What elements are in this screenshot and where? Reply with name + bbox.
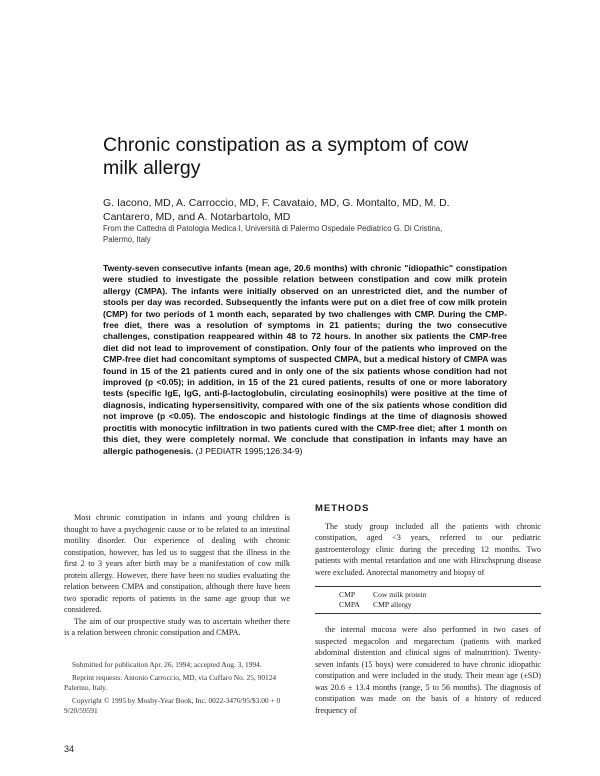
abbreviation-row (339, 590, 541, 600)
page-number: 34 (64, 744, 75, 754)
methods-paragraph-2: the internal mucosa were also performed in two cases of suspected megacolon and megarectum (patients with marked abdominal distention and clinical signs of malnutrition). Twenty-seven infants (15 boys) were considered to have chronic idiopathic constipation and were included in the study. Their mean age (±SD) was 20.6 ± 13.4 months (range, 5 to 56 months). The diagnosis of constipation was made on the basis of a history of reduced frequency of (315, 625, 541, 715)
abbreviations-box (315, 586, 541, 614)
methods-column (315, 503, 541, 716)
footnotes (64, 660, 290, 719)
abstract-text: Twenty-seven consecutive infants (mean age, 20.6 months) with chronic "idiopathic" constipation were studied to investigate the possible relation between constipation and cow milk protein allergy (CMPA). The infants were initially observed on an unrestricted diet, and the number of stools per day was recorded. Subsequently the infants were put on a diet free of cow milk protein (CMP) for two periods of 1 month each, separated by two challenges with CMP. During the CMP-free diet, there was a resolution of symptoms in 21 patients; during the two consecutive challenges, constipation reappeared within 48 to 72 hours. In another six patients the CMP-free diet did not lead to improvement of constipation. Only four of the patients who improved on the CMP-free diet had concomitant symptoms of suspected CMPA, but a medical history of CMPA was found in 15 of the 21 patients cured and in only one of the six patients whose condition had not improved (p <0.05); in addition, in 15 of the 21 cured patients, results of one or more laboratory tests (specific IgE, IgG, anti-β-lactoglobulin, circulating eosinophils) were positive at the time of diagnosis, indicating hypersensitivity, compared with one of the six patients whose condition did not improve (p <0.05). The endoscopic and histologic findings at the time of diagnosis showed proctitis with monocytic infiltration in two patients cured with the CMP-free diet; after 1 month on this diet, they were completely normal. We conclude that constipation in infants may have an allergic pathogenesis. (103, 263, 507, 456)
abbreviation: CMPA (339, 600, 360, 609)
abbreviation-row (339, 600, 541, 610)
affiliation: From the Cattedra di Patologia Medica I, Università di Palermo Ospedale Pediatrico G. Di Cristina, Palermo, Italy (103, 224, 443, 244)
intro-paragraph-2: The aim of our prospective study was to ascertain whether there is a relation between chronic constipation and CMPA. (64, 616, 290, 637)
abstract-citation: (J PEDIATR 1995;126:34-9) (193, 445, 303, 456)
abbreviation-definition: Cow milk protein (373, 590, 427, 599)
introduction-column (64, 512, 290, 639)
abbreviation: CMP (339, 590, 356, 599)
footnote-reprints: Reprint requests: Antonio Carroccio, MD, via Cuffaro No. 25, 90124 Palermo, Italy. (64, 673, 277, 692)
footnote-submitted: Submitted for publication Apr. 26, 1994; accepted Aug. 3, 1994. (72, 660, 262, 669)
article-title: Chronic constipation as a symptom of cow milk allergy (103, 134, 469, 179)
footnote-copyright: Copyright © 1995 by Mosby-Year Book, Inc. 0022-3476/95/$3.00 + 0 9/20/59591 (64, 696, 281, 715)
methods-paragraph-1: The study group included all the patients with chronic constipation, aged <3 years, referred to our pediatric gastroenterology clinic during the preceding 12 months. Two patients with mental retardation and one with Hirschsprung disease were excluded. Anorectal manometry and biopsy of (315, 521, 541, 577)
abstract (103, 263, 507, 457)
methods-heading: METHODS (315, 503, 370, 514)
author-list: G. Iacono, MD, A. Carroccio, MD, F. Cavataio, MD, G. Montalto, MD, M. D. Cantarero, MD, and A. Notarbartolo, MD (103, 197, 450, 223)
abbreviation-definition: CMP allergy (373, 600, 412, 609)
intro-paragraph-1: Most chronic constipation in infants and young children is thought to have a psychogenic cause or to be related to an intestinal motility disorder. Our experience of dealing with chronic constipation, however, has led us to suggest that the illness in the first 2 to 3 years after birth may be a manifestation of cow milk protein allergy. However, there have been no studies evaluating the relation between CMPA and constipation, although there have been two sporadic reports of patients in the same age group that we considered. (64, 513, 290, 614)
